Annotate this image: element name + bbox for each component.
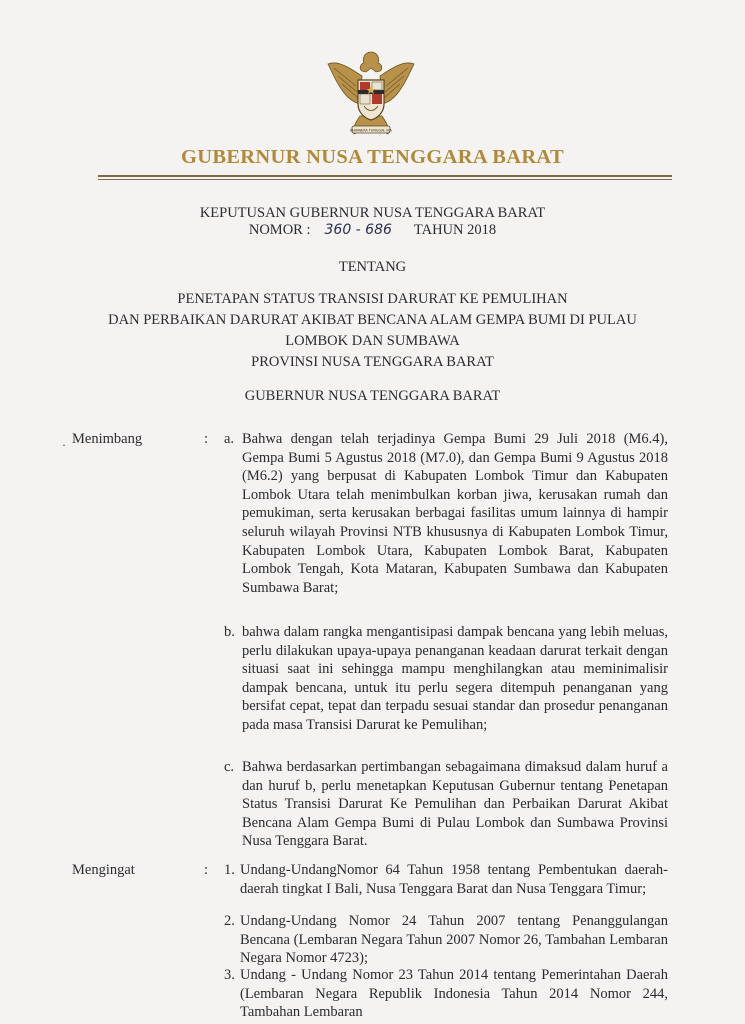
issuer-title: GUBERNUR NUSA TENGGARA BARAT (244, 388, 501, 404)
menimbang-item-a (224, 430, 668, 597)
nomor-label: NOMOR : (248, 222, 311, 238)
item-marker: a. (224, 431, 235, 447)
menimbang-colon: : (204, 431, 209, 447)
item-text: Undang - Undang Nomor 23 Tahun 2014 tentang Pemerintahan Daerah (Lembaran Negara Republik Indonesia Tahun 2014 Nomor 244, Tambahan Lembaran (240, 967, 668, 1021)
decree-heading: KEPUTUSAN GUBERNUR NUSA TENGGARA BARAT (199, 205, 546, 221)
mengingat-item-1 (224, 861, 668, 898)
subject-line-4: PROVINSI NUSA TENGGARA BARAT (251, 354, 494, 370)
letterhead-rule-thick (98, 175, 672, 177)
decree-year: TAHUN 2018 (413, 222, 497, 238)
decree-number-line (0, 222, 745, 239)
item-marker: 3. (224, 967, 235, 983)
item-text: Undang-Undang Nomor 24 Tahun 2007 tentang Penanggulangan Bencana (Lembaran Negara Tahun 2007 Nomor 26, Tambahan Lembaran Negara Nomor 4723); (240, 913, 668, 967)
mengingat-item-3 (224, 966, 668, 1022)
garuda-emblem-icon (322, 46, 420, 142)
nomor-handwritten-value: 360 - 686 (324, 222, 392, 238)
item-marker: 2. (224, 913, 235, 929)
item-text: Bahwa berdasarkan pertimbangan sebagaimana dimaksud dalam huruf a dan huruf b, perlu menetapkan Keputusan Gubernur tentang Penetapan Status Transisi Darurat Ke Pemulihan dan Perbaikan Darurat Akibat Bencana Alam Gempa Bumi di Pulau Lombok dan Sumbawa Provinsi Nusa Tenggara Barat. (242, 759, 668, 850)
item-marker: b. (224, 624, 235, 640)
svg-text:BHINNEKA TUNGGAL IKA: BHINNEKA TUNGGAL IKA (350, 128, 392, 133)
item-marker: 1. (224, 862, 235, 878)
mengingat-item-2 (224, 912, 668, 968)
subject-line-2: DAN PERBAIKAN DARURAT AKIBAT BENCANA ALAM GEMPA BUMI DI PULAU (108, 312, 637, 328)
margin-dot: · (62, 438, 66, 452)
subject-line-3: LOMBOK DAN SUMBAWA (285, 333, 460, 349)
menimbang-item-b (224, 623, 668, 735)
tentang-heading: TENTANG (338, 259, 407, 275)
menimbang-item-c (224, 758, 668, 851)
item-text: Bahwa dengan telah terjadinya Gempa Bumi 29 Juli 2018 (M6.4), Gempa Bumi 5 Agustus 2018 (M7.0), dan Gempa Bumi 9 Agustus 2018 (M6.2) yang berpusat di Kabupaten Lombok Timur dan Kabupaten Lombok Utara telah menimbulkan korban jiwa, kerusakan rumah dan pemukiman, serta kerusakan berbagai fasilitas umum lainnya di hampir seluruh wilayah Provinsi NTB khususnya di Kabupaten Lombok Timur, Kabupaten Lombok Utara, Kabupaten Lombok Barat, Kabupaten Lombok Tengah, Kota Mataran, Kabupaten Sumbawa dan Kabupaten Sumbawa Barat; (242, 431, 668, 596)
mengingat-colon: : (204, 862, 209, 878)
letterhead-title: GUBERNUR NUSA TENGGARA BARAT (181, 146, 564, 168)
item-marker: c. (224, 759, 235, 775)
letterhead-rule-thin (98, 179, 672, 180)
menimbang-label: Menimbang (72, 431, 143, 447)
item-text: bahwa dalam rangka mengantisipasi dampak bencana yang lebih meluas, perlu dilakukan upaya-upaya penanganan keadaan darurat terkait dengan situasi saat ini sehingga mampu menghilangkan atau meminimalisir dampak bencana, untuk itu perlu segera ditempuh penanganan yang bersifat cepat, tepat dan terpadu sesuai standar dan prosedur penanganan pada masa Transisi Darurat ke Pemulihan; (242, 624, 668, 733)
subject-line-1: PENETAPAN STATUS TRANSISI DARURAT KE PEMULIHAN (177, 291, 568, 307)
item-text: Undang-UndangNomor 64 Tahun 1958 tentang Pembentukan daerah-daerah tingkat I Bali, Nusa Tenggara Barat dan Nusa Tenggara Timur; (240, 862, 668, 897)
mengingat-label: Mengingat (72, 862, 135, 878)
